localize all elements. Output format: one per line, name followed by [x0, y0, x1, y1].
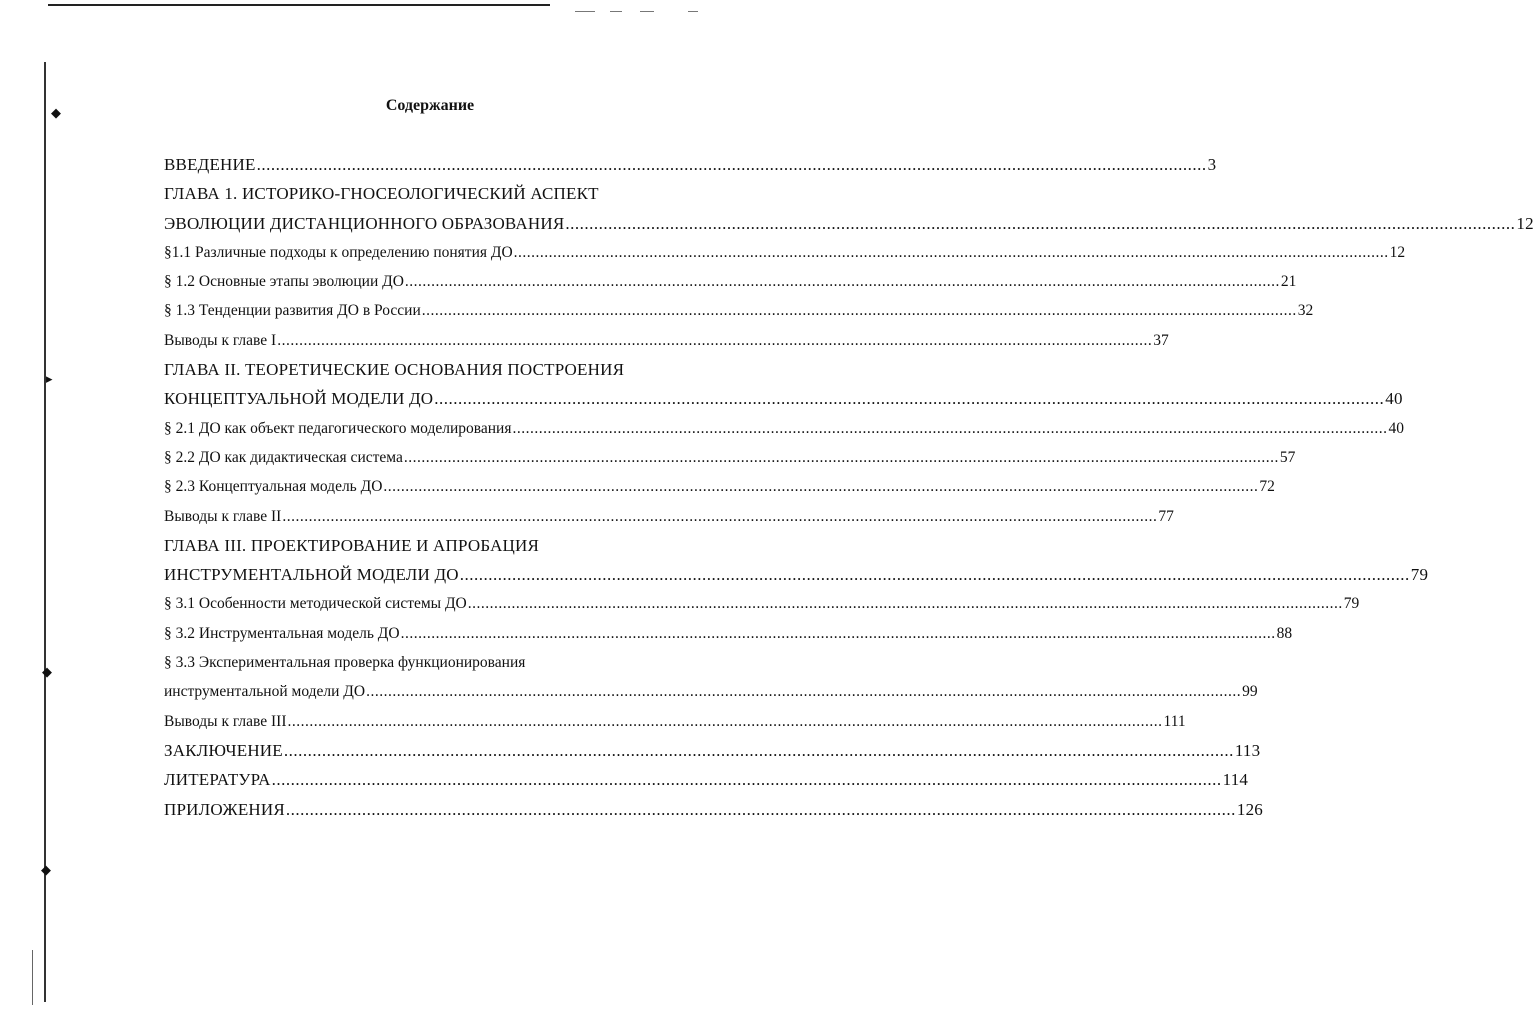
toc-page-number: 57: [1279, 448, 1296, 466]
toc-page-number: 3: [1207, 155, 1217, 174]
toc-entry-title: ПРИЛОЖЕНИЯ: [164, 799, 285, 819]
toc-entry: [164, 677, 1258, 706]
toc-entry-title: ИНСТРУМЕНТАЛЬНОЙ МОДЕЛИ ДО: [164, 565, 459, 585]
toc-dot-leader: ........................................................................................................................................................................................................: [285, 799, 1236, 819]
scan-top-dash: [610, 11, 622, 12]
toc-page-number: 40: [1388, 419, 1404, 437]
toc-page-number: 32: [1297, 302, 1314, 320]
toc-dot-leader: ........................................................................................................................................................................................................: [404, 273, 1280, 291]
toc-page-number: 12: [1389, 243, 1406, 261]
scan-top-dash: [688, 11, 698, 12]
toc-page-number: 114: [1222, 770, 1249, 790]
toc-entry-title: § 1.2 Основные этапы эволюции ДО: [164, 273, 404, 291]
toc-entry: [164, 326, 1169, 355]
toc-entry: [164, 384, 1403, 413]
document-title: Содержание: [385, 97, 475, 114]
binding-hole-mark: ◆: [41, 862, 51, 877]
toc-page-number: 40: [1385, 389, 1403, 409]
toc-entry-title: §1.1 Различные подходы к определению понятия ДО: [164, 243, 513, 261]
toc-dot-leader: ........................................................................................................................................................................................................: [421, 302, 1297, 320]
toc-entry: [164, 589, 1360, 618]
toc-dot-leader: ........................................................................................................................................................................................................: [287, 712, 1163, 730]
toc-dot-leader: ........................................................................................................................................................................................................: [366, 683, 1242, 701]
toc-entry: [164, 267, 1297, 296]
toc-entry-title: ГЛАВА 1. ИСТОРИКО-ГНОСЕОЛОГИЧЕСКИЙ АСПЕКТ: [164, 184, 599, 204]
toc-dot-leader: ........................................................................................................................................................................................................: [512, 419, 1388, 437]
toc-entry-title: § 2.1 ДО как объект педагогического моделирования: [164, 419, 512, 437]
toc-entry-title: Выводы к главе III: [164, 712, 287, 730]
toc-entry-title: § 3.1 Особенности методической системы ДО: [164, 595, 467, 613]
toc-entry-title: ВВЕДЕНИЕ: [164, 155, 256, 174]
toc-dot-leader: ........................................................................................................................................................................................................: [565, 213, 1516, 233]
toc-dot-leader: ........................................................................................................................................................................................................: [513, 243, 1389, 261]
toc-entry: [164, 648, 640, 677]
toc-page-number: 88: [1276, 624, 1293, 642]
toc-entry: [164, 443, 1296, 472]
toc-entry-title: § 1.3 Тенденции развития ДО в России: [164, 302, 421, 320]
toc-page-number: 12: [1516, 213, 1534, 233]
scan-left-border: [44, 62, 46, 1002]
scan-top-dash: [575, 11, 595, 12]
toc-page-number: 79: [1410, 565, 1429, 585]
table-of-contents: [164, 150, 1534, 824]
toc-entry-title: § 2.2 ДО как дидактическая система: [164, 448, 403, 466]
toc-entry: [164, 560, 1429, 589]
toc-entry: [164, 502, 1174, 531]
toc-dot-leader: ........................................................................................................................................................................................................: [271, 770, 1222, 790]
toc-dot-leader: ........................................................................................................................................................................................................: [277, 331, 1153, 349]
toc-entry-title: КОНЦЕПТУАЛЬНОЙ МОДЕЛИ ДО: [164, 389, 434, 409]
toc-entry: [164, 238, 1406, 267]
toc-entry: [164, 531, 640, 560]
toc-page-number: 21: [1280, 273, 1297, 291]
toc-entry: [164, 209, 1534, 238]
binding-hole-mark: ◆: [42, 664, 52, 679]
toc-entry-title: § 2.3 Концептуальная модель ДО: [164, 478, 383, 496]
toc-dot-leader: ........................................................................................................................................................................................................: [467, 595, 1343, 613]
toc-entry: [164, 619, 1293, 648]
toc-entry-title: ЭВОЛЮЦИИ ДИСТАНЦИОННОГО ОБРАЗОВАНИЯ: [164, 213, 565, 233]
toc-entry: [164, 765, 1249, 794]
toc-entry: [164, 736, 1261, 765]
toc-dot-leader: ........................................................................................................................................................................................................: [400, 624, 1276, 642]
toc-entry-title: инструментальной модели ДО: [164, 683, 366, 701]
toc-dot-leader: ........................................................................................................................................................................................................: [459, 565, 1410, 585]
toc-dot-leader: ........................................................................................................................................................................................................: [403, 448, 1279, 466]
toc-page-number: 37: [1153, 331, 1169, 349]
binding-hole-mark: ◆: [51, 105, 61, 120]
toc-dot-leader: ........................................................................................................................................................................................................: [283, 740, 1234, 760]
toc-entry-title: ГЛАВА III. ПРОЕКТИРОВАНИЕ И АПРОБАЦИЯ: [164, 535, 540, 555]
toc-page-number: 111: [1163, 712, 1186, 730]
toc-page-number: 113: [1234, 740, 1261, 760]
binding-hole-mark: ▸: [46, 371, 53, 386]
toc-page-number: 99: [1242, 683, 1258, 701]
toc-page-number: 77: [1158, 507, 1174, 525]
toc-entry: [164, 296, 1314, 325]
toc-dot-leader: ........................................................................................................................................................................................................: [383, 478, 1259, 496]
toc-page-number: 126: [1236, 799, 1264, 819]
toc-entry: [164, 150, 1217, 179]
toc-entry: [164, 472, 1275, 501]
toc-entry: [164, 707, 1186, 736]
scan-top-dash: [640, 11, 654, 12]
scan-left-border-secondary: [32, 950, 33, 1005]
toc-page-number: 72: [1259, 478, 1275, 496]
toc-page-number: 79: [1343, 595, 1360, 613]
toc-entry-title: ЛИТЕРАТУРА: [164, 770, 271, 790]
toc-entry-title: ЗАКЛЮЧЕНИЕ: [164, 740, 283, 760]
toc-entry: [164, 795, 1264, 824]
toc-entry: [164, 179, 640, 208]
toc-dot-leader: ........................................................................................................................................................................................................: [282, 507, 1158, 525]
toc-entry-title: Выводы к главе II: [164, 507, 282, 525]
toc-entry-title: ГЛАВА II. ТЕОРЕТИЧЕСКИЕ ОСНОВАНИЯ ПОСТРОЕНИЯ: [164, 360, 625, 380]
toc-dot-leader: ........................................................................................................................................................................................................: [434, 389, 1385, 409]
toc-dot-leader: ........................................................................................................................................................................................................: [256, 155, 1207, 174]
toc-entry-title: § 3.3 Экспериментальная проверка функционирования: [164, 654, 526, 672]
toc-entry: [164, 355, 640, 384]
scan-top-border: [48, 4, 550, 6]
toc-entry-title: Выводы к главе I: [164, 331, 277, 349]
toc-entry: [164, 414, 1404, 443]
toc-entry-title: § 3.2 Инструментальная модель ДО: [164, 624, 400, 642]
